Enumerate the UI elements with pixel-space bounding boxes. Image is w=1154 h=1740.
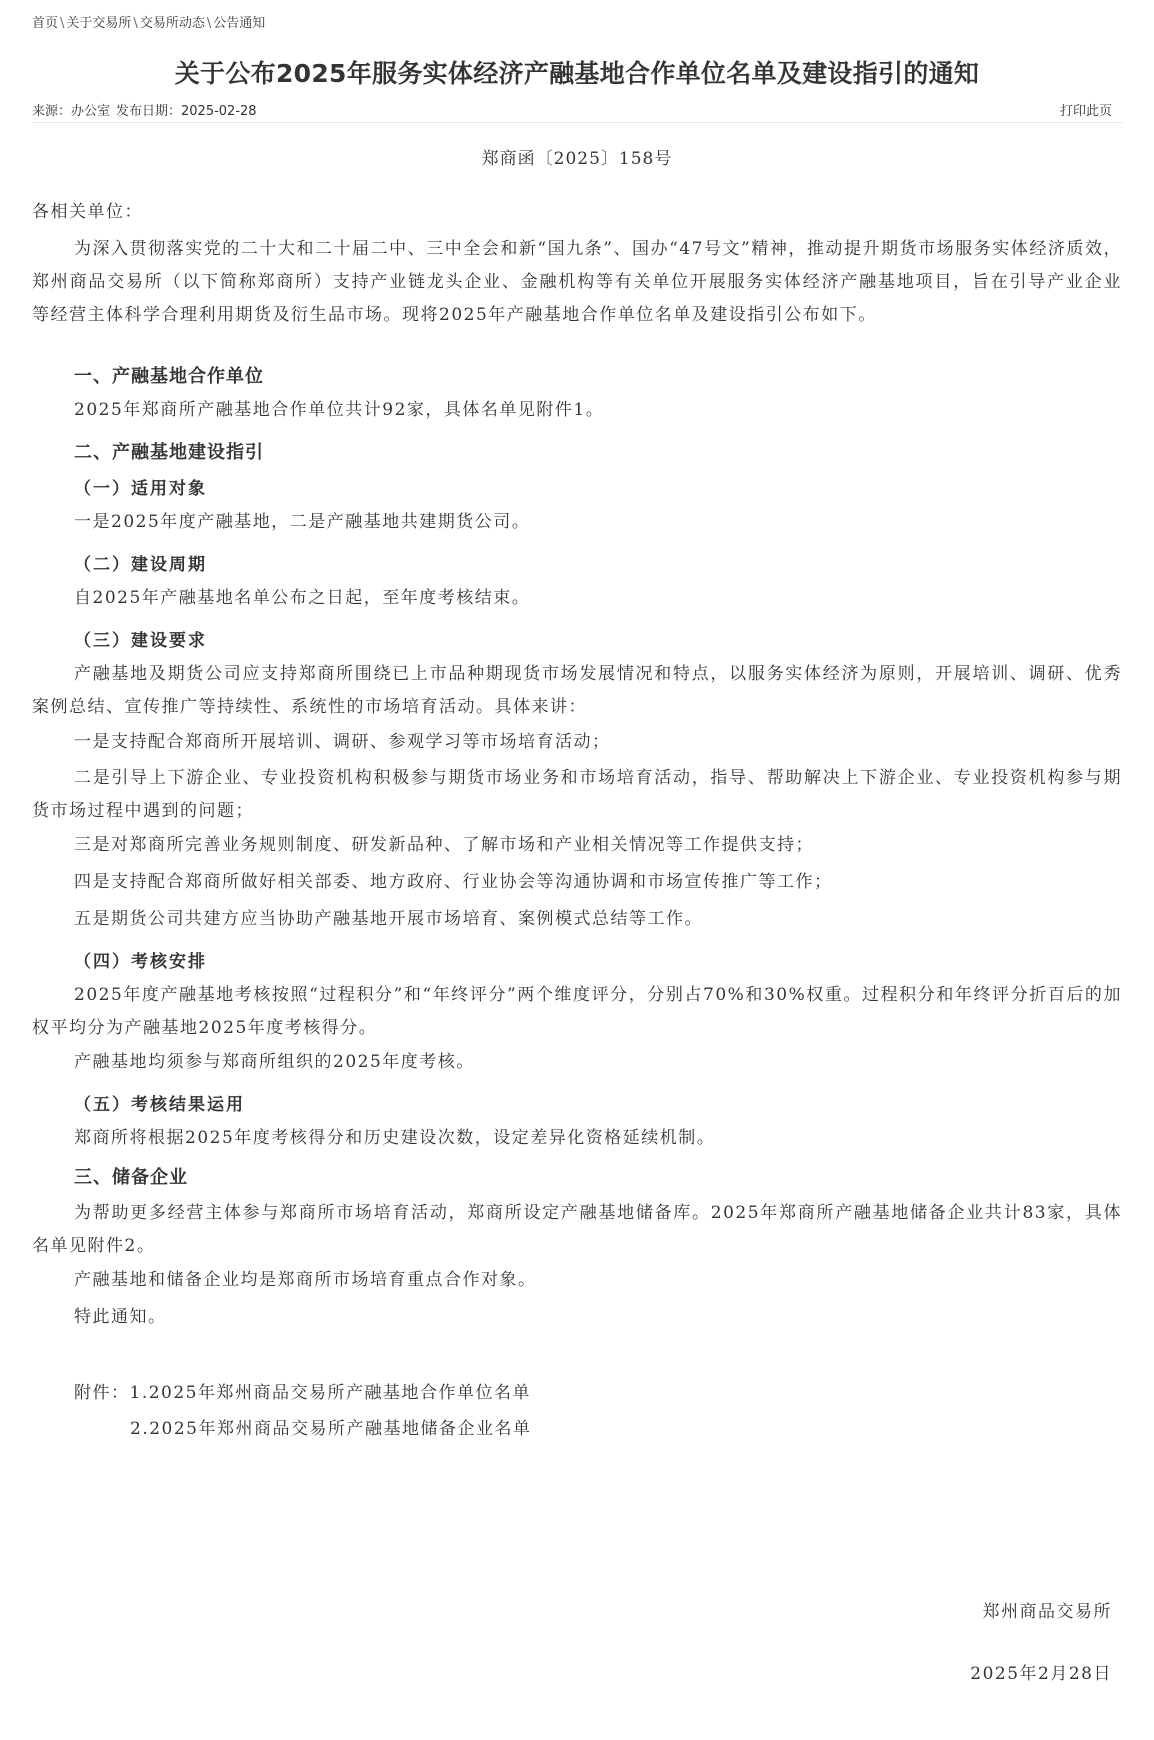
breadcrumb-news[interactable]: 交易所动态	[139, 16, 205, 31]
closing-paragraph: 特此通知。	[74, 1307, 167, 1327]
subsection-heading: （四）考核安排	[74, 952, 207, 972]
attachment-row-1	[74, 1378, 531, 1403]
subsection-heading: （一）适用对象	[74, 479, 207, 499]
subsection-heading: （五）考核结果运用	[74, 1095, 245, 1115]
attachments-label: 附件：	[74, 1383, 130, 1403]
salutation: 各相关单位：	[32, 202, 143, 222]
section-heading-2: 二、产融基地建设指引	[74, 442, 264, 463]
paragraph: 一是2025年度产融基地，二是产融基地共建期货公司。	[74, 512, 531, 532]
section-heading-1: 一、产融基地合作单位	[74, 366, 264, 387]
breadcrumb-notices[interactable]: 公告通知	[213, 16, 266, 31]
signature-date: 2025年2月28日	[970, 1664, 1112, 1684]
attachment-row-2	[130, 1414, 531, 1439]
paragraph: 产融基地均须参与郑商所组织的2025年度考核。	[74, 1052, 475, 1072]
paragraph: 四是支持配合郑商所做好相关部委、地方政府、行业协会等沟通协调和市场宣传推广等工作；	[74, 872, 833, 892]
page-title: 关于公布2025年服务实体经济产融基地合作单位名单及建设指引的通知	[174, 59, 980, 88]
paragraph: 自2025年产融基地名单公布之日起，至年度考核结束。	[74, 588, 531, 608]
section-heading-3: 三、储备企业	[74, 1167, 188, 1188]
breadcrumb-separator: \	[206, 16, 212, 31]
article-date: 发布日期：2025-02-28	[116, 104, 257, 119]
breadcrumb-home[interactable]: 首页	[32, 16, 59, 31]
paragraph: 2025年度产融基地考核按照“过程积分”和“年终评分”两个维度评分，分别占70%和30%权重。过程积分和年终评分折百后的加权平均分为产融基地2025年度考核得分。	[32, 985, 1122, 1038]
article-source: 来源：办公室	[32, 104, 111, 119]
paragraph: 三是对郑商所完善业务规则制度、研发新品种、了解市场和产业相关情况等工作提供支持；	[74, 835, 814, 855]
paragraph: 五是期货公司共建方应当协助产融基地开展市场培育、案例模式总结等工作。	[74, 909, 703, 929]
attachment-link-1[interactable]: 1.2025年郑州商品交易所产融基地合作单位名单	[129, 1383, 531, 1403]
paragraph: 郑商所将根据2025年度考核得分和历史建设次数，设定差异化资格延续机制。	[74, 1128, 716, 1148]
breadcrumb	[32, 12, 265, 31]
paragraph: 为帮助更多经营主体参与郑商所市场培育活动，郑商所设定产融基地储备库。2025年郑商所产融基地储备企业共计83家，具体名单见附件2。	[32, 1203, 1122, 1256]
paragraph: 一是支持配合郑商所开展培训、调研、参观学习等市场培育活动；	[74, 732, 611, 752]
subsection-heading: （三）建设要求	[74, 631, 207, 651]
breadcrumb-about[interactable]: 关于交易所	[66, 16, 132, 31]
paragraph: 产融基地及期货公司应支持郑商所围绕已上市品种期现货市场发展情况和特点，以服务实体经济为原则，开展培训、调研、优秀案例总结、宣传推广等持续性、系统性的市场培育活动。具体来讲：	[32, 664, 1122, 717]
paragraph: 产融基地和储备企业均是郑商所市场培育重点合作对象。	[74, 1270, 537, 1290]
divider	[32, 122, 1122, 123]
article-meta	[32, 100, 263, 119]
signature-org: 郑州商品交易所	[982, 1602, 1112, 1622]
document-number: 郑商函〔2025〕158号	[481, 149, 673, 169]
intro-paragraph: 为深入贯彻落实党的二十大和二十届二中、三中全会和新“国九条”、国办“47号文”精神，推动提升期货市场服务实体经济质效，郑州商品交易所（以下简称郑商所）支持产业链龙头企业、金融机构等有关单位开展服务实体经济产融基地项目，旨在引导产业企业等经营主体科学合理利用期货及衍生品市场。现将2025年产融基地合作单位名单及建设指引公布如下。	[32, 239, 1122, 325]
breadcrumb-separator: \	[60, 16, 65, 31]
print-page-link[interactable]: 打印此页	[1059, 104, 1112, 119]
subsection-heading: （二）建设周期	[74, 555, 207, 575]
attachment-link-2[interactable]: 2.2025年郑州商品交易所产融基地储备企业名单	[130, 1419, 532, 1439]
paragraph: 二是引导上下游企业、专业投资机构积极参与期货市场业务和市场培育活动，指导、帮助解决上下游企业、专业投资机构参与期货市场过程中遇到的问题；	[32, 768, 1122, 821]
article-page	[32, 0, 1122, 1740]
paragraph: 2025年郑商所产融基地合作单位共计92家，具体名单见附件1。	[74, 400, 605, 420]
breadcrumb-separator: \	[133, 16, 138, 31]
